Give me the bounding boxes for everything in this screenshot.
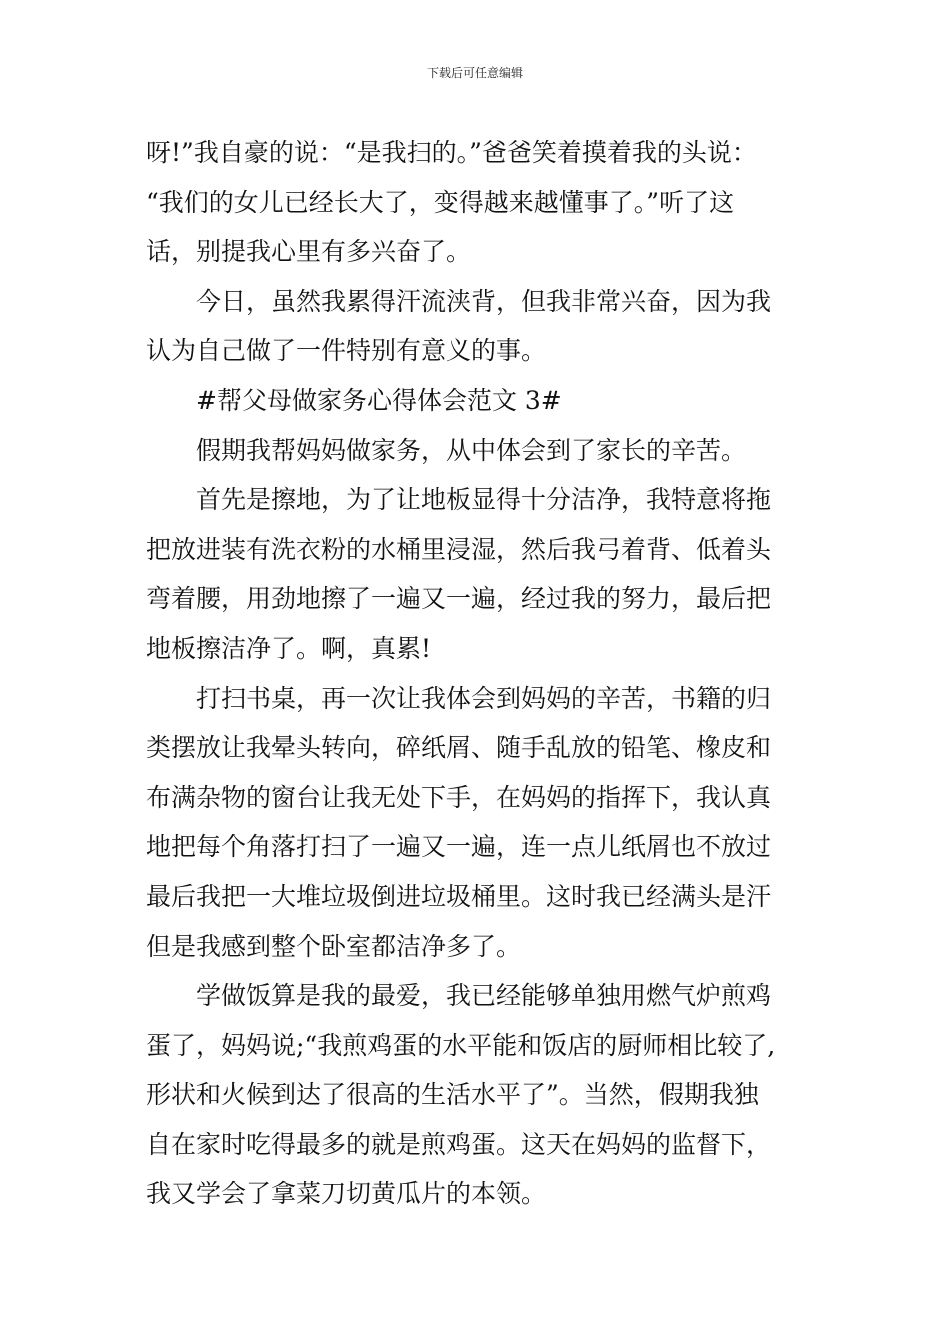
- text-line: 形状和火候到达了很高的生活水平了”。当然，假期我独: [146, 1080, 759, 1110]
- paragraph-first-line: 首先是擦地，为了让地板显得十分洁净，我特意将拖: [196, 485, 772, 515]
- text-line: 我又学会了拿菜刀切黄瓜片的本领。: [146, 1179, 547, 1209]
- paragraph-first-line: 学做饭算是我的最爱，我已经能够单独用燃气炉煎鸡: [196, 981, 772, 1011]
- text-line: 类摆放让我晕头转向，碎纸屑、随手乱放的铅笔、橡皮和: [146, 733, 772, 763]
- text-line: “我们的女儿已经长大了，变得越来越懂事了。”听了这: [146, 187, 735, 217]
- document-body: [146, 128, 816, 1219]
- text-line: 最后我把一大堆垃圾倒进垃圾桶里。这时我已经满头是汗: [146, 881, 772, 911]
- text-line: 把放进装有洗衣粉的水桶里浸湿，然后我弓着背、低着头: [146, 534, 772, 564]
- paragraph-first-line: 假期我帮妈妈做家务，从中体会到了家长的辛苦。: [196, 435, 747, 465]
- section-heading: #帮父母做家务心得体会范文 3#: [196, 385, 562, 415]
- text-line: 认为自己做了一件特别有意义的事。: [146, 336, 547, 366]
- paragraph-first-line: 打扫书桌，再一次让我体会到妈妈的辛苦，书籍的归: [196, 683, 772, 713]
- text-line: 蛋了，妈妈说;“我煎鸡蛋的水平能和饭店的厨师相比较了,: [146, 1030, 776, 1060]
- text-line: 话，别提我心里有多兴奋了。: [146, 237, 472, 267]
- text-line: 弯着腰，用劲地擦了一遍又一遍，经过我的努力，最后把: [146, 584, 772, 614]
- text-line: 地板擦洁净了。啊，真累!: [146, 633, 432, 663]
- text-line: 自在家时吃得最多的就是煎鸡蛋。这天在妈妈的监督下，: [146, 1129, 772, 1159]
- paragraph-first-line: 今日，虽然我累得汗流浃背，但我非常兴奋，因为我: [196, 286, 772, 316]
- page-header: 下载后可任意编辑: [426, 66, 523, 80]
- text-line: 布满杂物的窗台让我无处下手，在妈妈的指挥下，我认真: [146, 782, 772, 812]
- text-line: 地把每个角落打扫了一遍又一遍，连一点儿纸屑也不放过: [146, 832, 772, 862]
- text-line: 呀!”我自豪的说：“是我扫的。”爸爸笑着摸着我的头说：: [146, 138, 757, 167]
- text-line: 但是我感到整个卧室都洁净多了。: [146, 931, 522, 961]
